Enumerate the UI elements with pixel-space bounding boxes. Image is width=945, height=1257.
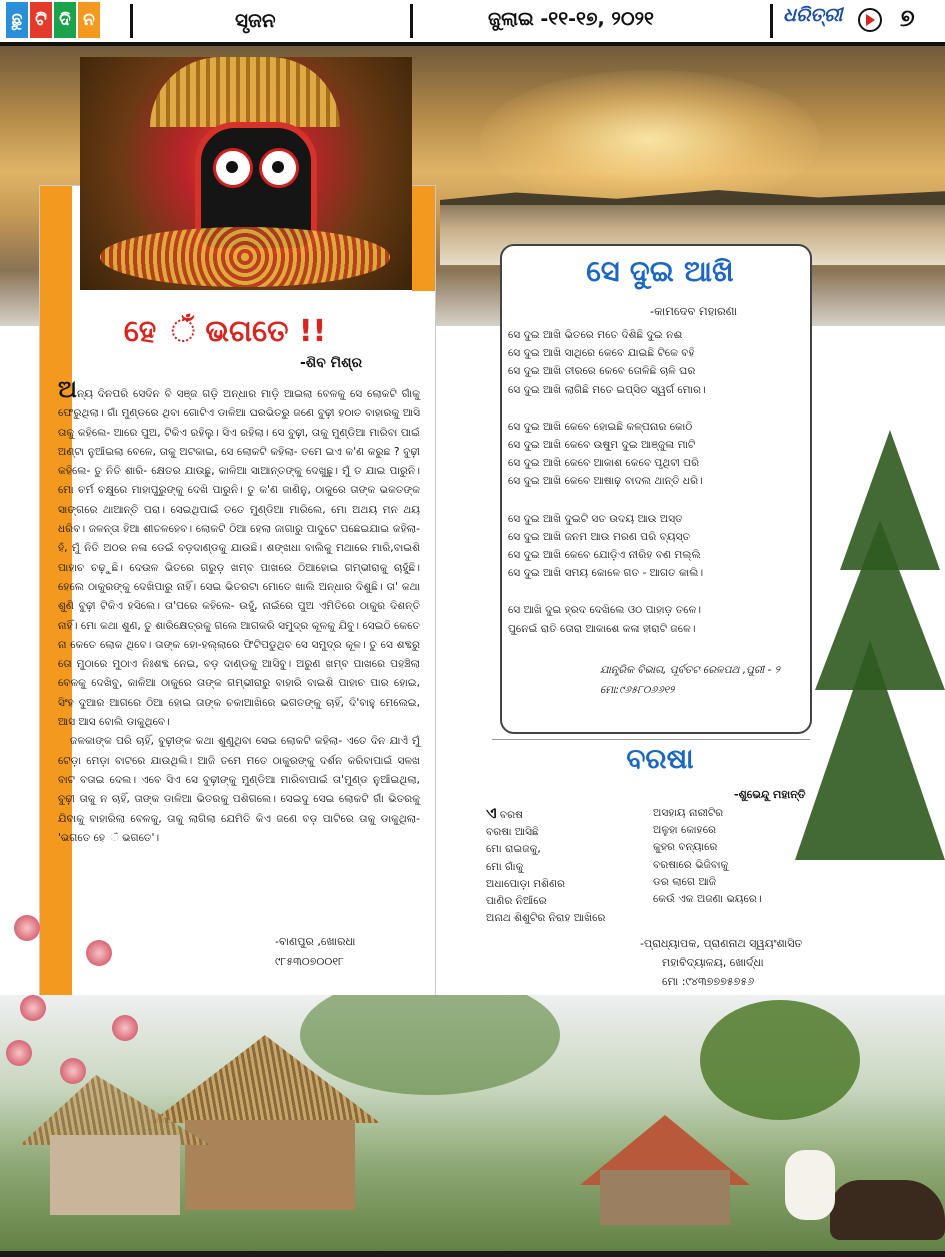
brand-letter-3: ଦି	[54, 2, 76, 38]
poem-line: ମୋ ଗାଁକୁ	[486, 860, 524, 873]
rose-flower	[14, 915, 40, 941]
poem2-column-2	[653, 805, 762, 908]
poem-line: ସେ ଦୁଇ ଆଖି କେବେ ଉଷୁମ ଦୁଇ ଆଞ୍ଜୁଳା ମାଟି	[508, 439, 696, 452]
rose-flower	[20, 995, 46, 1021]
poem-line: ସେ ଦୁଇ ଆଖି କେବେ ଆକାଶ କେବେ ପୃଥିବୀ ପରି	[508, 457, 700, 470]
deity-eye	[213, 148, 253, 188]
poem-line: ପୁନେଇଁ ରାତି ତୋରା ଆକାଶେ କଳା ହୀରାଟି ଜଳେ।	[508, 622, 696, 635]
poem2-college: ମହାବିଦ୍ୟାଳୟ, ଖୋର୍ଦ୍ଧା	[662, 956, 764, 969]
brand-letter-2: ଟି	[30, 2, 52, 38]
poem2-affiliation: -ପ୍ରାଧ୍ୟାପକ, ପ୍ରାଣନାଥ ସ୍ୱୟଂଶାସିତ	[640, 937, 803, 950]
story-paragraph: ଜଳକାଙ୍କ ପରି ଚାହିଁ, ବୁଢ଼ୀଙ୍କ କଥା ଶୁଣୁଥିବା ସେଇ ଲୋକଟି କହିଲା- ଏତେ ଦିନ ଯାଏଁ ମୁଁ ଟେଡ଼ା ମେଡ଼ା ବାଟରେ ଯାଉଥିଲି। ଆଜି ତମେ ମତେ ଠାକୁରଙ୍କୁ ଦର୍ଶନ କରିବାପାଇଁ ସଳଖ ବାଟ ବତାଇ ଦେଲ। ଏବେ ସିଏ ସେ ବୁଢ଼ୀଙ୍କୁ ମୁଣ୍ଡିଆ ମାରିବାପାଇଁ ତା'ମୁଣ୍ଡ ନୁଆଁଇଥିଲା, ବୁଢ଼ୀ ତାକୁ ନ ଚାହିଁ, ତାଙ୍କ ଡାଳିଆ ଭିତରକୁ ପଶିଗଲେ। ସେଇଦୁ ସେଇ ଲୋକଟି ଗାଁ ଭିତରକୁ ଯିବାକୁ ବାହାରିଲା ବେଳକୁ, ତାକୁ ଲାଗିଲା ଯେମିତି କିଏ ଜଣେ ବଡ଼ ପାଟିରେ ତାକୁ ଡାକୁଥିଲା- 'ଭଗତେ ହେ ଁ ଭଗତେ'।	[58, 735, 420, 844]
poem1-body	[508, 326, 798, 657]
header-divider	[130, 4, 133, 38]
poem-line: ସେ ଆଖି ଦୁଇ ହ୍ରଦ ଦେଖିଲେ ଓଠ ପାହାଡ଼ ତଳେ।	[508, 604, 702, 617]
flower-garland	[100, 227, 390, 287]
poem2-author: -ଶୁଭେନ୍ଦୁ ମହାନ୍ତି	[734, 788, 806, 801]
poem-line: ସେ ଦୁଇ ଆଖି ଲାଗିଛି ମତେ ଇପ୍ସିତ ସ୍ୱର୍ଗ ମୋର।	[508, 383, 706, 396]
poem1-signature	[600, 660, 780, 700]
mud-hut	[185, 1120, 355, 1210]
issue-date: ଜୁଲାଇ -୧୧-୧୭, ୨୦୨୧	[488, 8, 654, 30]
page-number: ୭	[900, 4, 915, 32]
white-cow	[785, 1150, 835, 1220]
poem-line: ବରଷାରେ ଭିଜିବାକୁ	[653, 858, 729, 871]
story-body	[58, 375, 420, 848]
mud-hut	[600, 1170, 730, 1225]
story-phone: ୯୮୫୩୦୭୦୦୧୮	[275, 955, 344, 968]
poem-line: ଅଳୁହା କୋହରେ	[653, 824, 717, 837]
header-divider	[770, 4, 773, 38]
poem-stanza	[508, 326, 798, 399]
poem-line: ସେ ଦୁଇ ଆଖି ଦୁଇଟି ସତ ଉଦୟ ଆଉ ଅସ୍ତ	[508, 512, 683, 525]
poem-line: ସେ ଦୁଇ ଆଖି କେବେ ଆଷାଢ଼ ବାଦଲ ଥାନ୍ତି ଧରି।	[508, 475, 703, 488]
deity-eye	[259, 148, 299, 188]
poem-line: ଅଧାପୋଡ଼ା ମଶିଣର	[486, 877, 566, 890]
poem-line: ଡର ଲାଗେ ଆଜି	[653, 875, 717, 888]
poem-stanza	[508, 418, 798, 491]
story-paragraph	[58, 375, 420, 732]
brand-letter-1: ଛୁ	[6, 2, 28, 38]
poem1-title: ସେ ଦୁଇ ଆଖି	[586, 254, 734, 288]
poem-line: କୁହର ବନ୍ୟାରେ	[653, 841, 718, 854]
poem-line: ସେ ଦୁଇ ଆଖି ଜନମ ଆଉ ମରଣ ପରି ବ୍ୟସ୍ତ	[508, 530, 691, 543]
poem1-author: -କାମଦେବ ମହାରଣା	[650, 304, 738, 318]
poem1-phone: ମୋ:୯୬୫୮୦୬୬୧୨	[600, 684, 675, 696]
story-dropcap: ଅ	[58, 375, 77, 403]
poem-line: ସେ ଦୁଇ ଆଖି ଭିତରେ ମତେ ଦିଶିଛି ଦୁଇ ନଈ	[508, 329, 683, 341]
poem2-signature	[640, 934, 802, 991]
play-icon	[858, 8, 882, 32]
poem-line: କେଉଁ ଏକ ଅଜଣା ଭୟରେ।	[653, 893, 762, 906]
story-paragraph-text: ନ୍ୟ ଦିନପରି ସେଦିନ ବି ସଞ୍ଜ ଗଡ଼ି ଅନ୍ଧାର ମାଡ଼ି ଆଇଲା ବେଳକୁ ସେ ଲୋକଟି ଗାଁକୁ ଫେରୁଥିଲା। ଗାଁ ମୁଣ୍ଡରେ ଥିବା ଗୋଟିଏ ଡାଳିଆ ଘରଭିତରୁ ଜଣେ ବୁଢ଼ୀ ହଠାତ ବାହାରକୁ ଆସି ତାକୁ କହିଲେ- ଆରେ ପୁଅ, ଟିକିଏ ରହିଲୁ। ସିଏ ରହିଲା। ସେ ବୁଢ଼ୀ, ତାକୁ ମୁଣ୍ଡିଆ ମାରିବା ପାଇଁ ଅଣ୍ଟା ନୁଆଁଇଲା ବେଳେ, ତାକୁ ଅଟକାଇ, ସେ ଲୋକଟି କହିଲା- ତମେ ଇଏ କ'ଣ କରୁଛ ? ବୁଢ଼ୀ କହିଲେ- ତୁ ନିତି ଶାରି- କ୍ଷେତର ଯାଉଛୁ, କାଳିଆ ସାଆନ୍ତଙ୍କୁ ଦେଖୁଛୁ। ମୁଁ ତ ଯାଇ ପାରୁନି। ମୋ ଚର୍ମ ଚକ୍ଷୁରେ ମାହାପୁରୁଙ୍କୁ ଦେଖି ପାରୁନି। ତୁ କ'ଣ ଜାଣିନୁ, ଠାକୁରେ ତାଙ୍କ ଭକତଙ୍କ ସାଙ୍ଗରେ ଥାଆନ୍ତି ପରା। ସେଇଥିପାଇଁ ତତେ ମୁଣ୍ଡିଆ ମାରିଲେ, ମୋ ଅଥୟ ମନ ଥୟ ଧରିବ। ଜଳନ୍ତା ହିଆ ଶୀତଳହେବ। ଲୋକଟି ଠିଆ ହେଲା ଜାଗାରୁ ପାଦୁଟେ ପଛେଇଯାଇ କହିଲା- ହଁ, ମୁଁ ନିତି ଅଠର ନଳା ଡେଇଁ ବଡ଼ଦାଣ୍ଡକୁ ଯାଉଛି। ଶଙ୍ଖଧା ବାଲିକୁ ମଥାରେ ମାରି,ବାଇଶି ପାହାଚ ଚଢ଼ୁଛି। ଦେଉଳ ଭିତରେ ଗରୁଡ଼ ଖମ୍ବ ପାଖରେ ଠିଆହୋଇ ଗମ୍ଭୀରାକୁ ଚାହୁଁଛି। ହେଲେ ଠାକୁରଙ୍କୁ ଦେଖିପାରୁ ନାହିଁ। ସେଇ ଭିତରଟା ମୋତେ ଖାଲି ଅନ୍ଧାର ଦିଶୁଛି। ତା' କଥା ଶୁଣି ବୁଢ଼ୀ ଟିକିଏ ହସିଲେ। ତା'ପରେ କହିଲେ- ଉହୁଁ, ନାଇଁରେ ପୁଅ ଏମିତିରେ ଠାକୁର ଦିଶନ୍ତି ନାହିଁ। ମୋ କଥା ଶୁଣ, ତୁ ଶାରିକ୍ଷେତ୍ରକୁ ଗଲେ ଆଗକରି ସମୁଦ୍ର କୂଳକୁ ଯିବୁ। ସେଇଠି କେତେ ନା କେତେ ଲୋକ ଥିବେ। ତାଙ୍କ ହୋ-ହଲ୍ଲାରେ ଫିଟିପଡୁଥିବ ସେ ସମୁଦ୍ର କୂଳ। ତୁ ସେ ଶବ୍ଦରୁ ତୋ ମୁଠାରେ ମୁଠାଏ ନିଃଶବ୍ଦ ନେଇ, ବଡ଼ ଦାଣ୍ଡକୁ ଆସିବୁ। ଅରୁଣ ଖମ୍ବ ପାଖରେ ପହଞ୍ଚିଲା ବେଳକୁ ଦେଖିବୁ, କାଳିଆ ଠାକୁରେ ତାଙ୍କ ଗମ୍ଭୀରାରୁ ବାହାରି ବାଇଶି ପାହାଚ ପାର ହୋଇ, ସିଂହ ଦୁଆର ଆଗରେ ଠିଆ ହୋଇ ତାଙ୍କ ଚକାଆଖିରେ ଭଗତଙ୍କୁ ଚାହିଁ, ଦି'ବାହୁ ମେଲେଇ, ଆସ ଆସ ବୋଲି ଡାକୁଥିବେ।	[58, 388, 420, 729]
cow	[830, 1180, 945, 1240]
poem2-title: ବରଷା	[626, 742, 694, 775]
page-header	[0, 0, 945, 46]
tree-canopy	[700, 1000, 860, 1120]
header-divider	[410, 4, 413, 38]
section-name: ସୃଜନ	[235, 8, 276, 32]
poem1-address: ଯାନ୍ତ୍ରିକ ବିଭାଗ, ପୂର୍ବତଟ ରେଳପଥ ,ପୁରୀ - ୨	[600, 664, 780, 676]
poem-line: ଅନାଥ ଶିଶୁଟିର ନିରାହ ଆଖିରେ	[486, 912, 606, 925]
poem2-column-1	[486, 805, 605, 927]
brand-letter-4: ନ	[78, 2, 100, 38]
story-title: ହେ ଁ ଭଗତେ !!	[123, 314, 327, 349]
rose-flower	[112, 1015, 138, 1041]
poem-stanza	[508, 510, 798, 583]
poem-stanza	[508, 601, 798, 637]
story-place: -ବାଣପୁର ,ଖୋରଧା	[275, 935, 356, 948]
poem-line: ସେ ଦୁଇ ଆଖି ସାଥିରେ କେବେ ଯାଇଛି ଟିକେ ବହି	[508, 347, 695, 360]
sun-glow	[480, 70, 820, 210]
poem2-phone: ମୋ :୯୪୩୭୭୭୫୭୫୬	[662, 975, 755, 988]
village-scene-image	[0, 995, 945, 1257]
section-divider	[492, 739, 810, 740]
crown-ornament	[150, 57, 340, 127]
rose-flower	[86, 940, 112, 966]
dharitri-logo: ଧରିତ୍ରୀ	[783, 4, 843, 26]
poem-line: ସେ ଦୁଇ ଆଖି ସମୟ କୋଳେ ଗତ - ଆଗତ କାଲି।	[508, 567, 704, 580]
poem-line: ସେ ଦୁଇ ଆଖି କେବେ ଯୋଡ଼ିଏ ନୀରିହ ବଣ ମଲ୍ଲି	[508, 549, 701, 562]
jagannath-image	[80, 57, 412, 290]
footer-rule	[0, 1251, 945, 1257]
tree-canopy	[300, 995, 560, 1095]
story-signature	[275, 932, 355, 972]
poem-line: ପାଣିର ନିଆଁରେ	[486, 895, 547, 908]
story-accent-bar-right	[412, 186, 435, 291]
poem-line: ବରଷା ଆସିଛି	[486, 826, 539, 839]
mud-hut	[50, 1135, 180, 1215]
poem-line: ଅସହାୟ ନାରୀଟିର	[653, 807, 724, 819]
rose-flower	[6, 1040, 32, 1066]
rose-flower	[60, 1058, 86, 1084]
poem-line-text: ବରଷ	[496, 809, 523, 821]
poem-line	[486, 805, 605, 824]
poem-line: ମୋ ରାଇଜକୁ,	[486, 843, 541, 856]
poem-line: ସେ ଦୁଇ ଆଖି କେବେ ହୋଇଛି କଳ୍ପନାର କୋଠି	[508, 420, 693, 433]
poem-line: ସେ ଦୁଇ ଆଖି ତୀରରେ କେବେ ତୋଳିଛି ଚାଳି ଘର	[508, 365, 696, 378]
brand-chhutidina	[6, 2, 100, 38]
poem2-dropcap: ଏ	[486, 804, 497, 822]
story-author: -ଶିବ ମିଶ୍ର	[300, 355, 363, 371]
